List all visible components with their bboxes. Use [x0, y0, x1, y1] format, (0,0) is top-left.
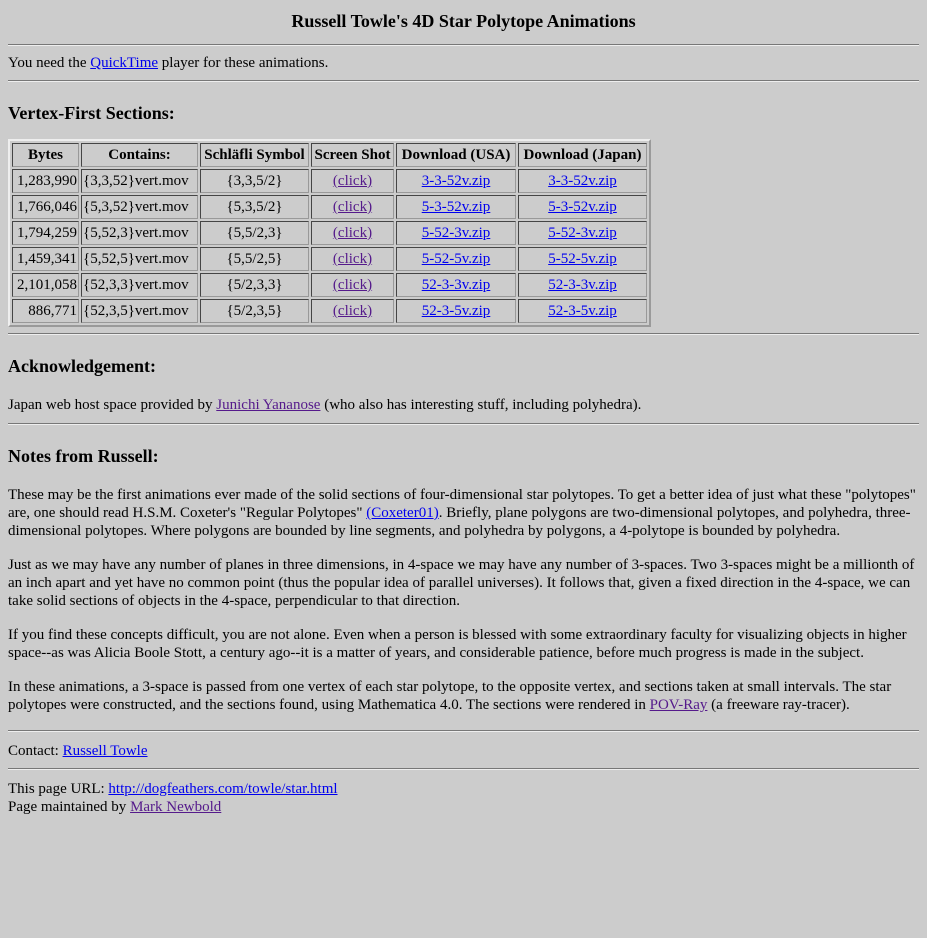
- notes-p4-text: In these animations, a 3-space is passed from one vertex of each star polytope, to the opposite vertex, and sections taken at small intervals. The star polytopes were constructed, and the sections found, using Mathematica 4.0. The sections were rendered in: [8, 679, 892, 713]
- page-url-link[interactable]: http://dogfeathers.com/towle/star.html: [108, 781, 338, 797]
- download-japan-link[interactable]: 52-3-5v.zip: [548, 303, 617, 319]
- cell-contains: {5,3,52}vert.mov: [81, 195, 198, 219]
- acknowledgement-text: [8, 396, 919, 414]
- divider: [8, 333, 919, 335]
- notes-heading: Notes from Russell:: [8, 446, 159, 466]
- russell-towle-link[interactable]: Russell Towle: [62, 743, 148, 759]
- acknowledgement-prefix: Japan web host space provided by: [8, 397, 217, 413]
- col-header-contains: Contains:: [81, 143, 198, 167]
- page-url-line: [8, 780, 919, 798]
- cell-download-japan: [518, 169, 647, 193]
- col-header-bytes: Bytes: [12, 143, 79, 167]
- table-row: [12, 195, 647, 219]
- notes-paragraph-2: Just as we may have any number of planes in three dimensions, in 4-space we may have any number of 3-spaces. Two 3-spaces might be a millionth of an inch apart and yet have no common point (thus the popular idea of parallel universes). It follows that, given a fixed direction in the 4-space, we can take solid sections of objects in the 4-space, perpendicular to that direction.: [8, 557, 915, 609]
- cell-schlafli: {5,3,5/2}: [200, 195, 309, 219]
- col-header-screenshot: Screen Shot: [311, 143, 394, 167]
- cell-download-usa: [396, 169, 516, 193]
- cell-download-japan: [518, 299, 647, 323]
- cell-screenshot: [311, 221, 394, 245]
- vertex-first-heading: Vertex-First Sections:: [8, 103, 175, 123]
- download-japan-link[interactable]: 5-3-52v.zip: [548, 199, 617, 215]
- cell-contains: {5,52,3}vert.mov: [81, 221, 198, 245]
- povray-link[interactable]: POV-Ray: [649, 697, 708, 713]
- divider: [8, 44, 919, 46]
- cell-download-usa: [396, 273, 516, 297]
- notes-p1-text: These may be the first animations ever made of the solid sections of four-dimensional star polytopes. To get a better idea of just what these "polytopes" are, one should read H.S.M. Coxeter's "Regular Polytopes": [8, 487, 916, 521]
- notes-p4-text-after: (a freeware ray-tracer).: [707, 697, 850, 713]
- page-url-label: This page URL:: [8, 781, 109, 797]
- cell-schlafli: {5/2,3,3}: [200, 273, 309, 297]
- cell-bytes: 1,459,341: [12, 247, 79, 271]
- table-header-row: [12, 143, 647, 167]
- cell-contains: {52,3,5}vert.mov: [81, 299, 198, 323]
- cell-download-usa: [396, 247, 516, 271]
- screenshot-link[interactable]: (click): [332, 277, 373, 293]
- contact-label: Contact:: [8, 743, 63, 759]
- cell-bytes: 886,771: [12, 299, 79, 323]
- download-usa-link[interactable]: 52-3-5v.zip: [421, 303, 491, 319]
- junichi-yananose-link[interactable]: Junichi Yananose: [216, 397, 321, 413]
- contact-line: [8, 742, 919, 760]
- table-row: [12, 221, 647, 245]
- cell-screenshot: [311, 299, 394, 323]
- cell-download-usa: [396, 221, 516, 245]
- acknowledgement-heading: Acknowledgement:: [8, 356, 156, 376]
- cell-screenshot: [311, 247, 394, 271]
- col-header-download-usa: Download (USA): [396, 143, 516, 167]
- coxeter-link[interactable]: (Coxeter01): [366, 505, 439, 521]
- table-row: [12, 247, 647, 271]
- quicktime-notice: [8, 54, 919, 72]
- col-header-schlafli: Schläfli Symbol: [200, 143, 309, 167]
- table-row: [12, 169, 647, 193]
- col-header-download-japan: Download (Japan): [518, 143, 647, 167]
- screenshot-link[interactable]: (click): [332, 199, 373, 215]
- cell-download-japan: [518, 195, 647, 219]
- download-japan-link[interactable]: 52-3-3v.zip: [548, 277, 617, 293]
- table-row: [12, 299, 647, 323]
- download-usa-link[interactable]: 5-52-3v.zip: [421, 225, 491, 241]
- maintainer-label: Page maintained by: [8, 799, 131, 815]
- cell-bytes: 1,794,259: [12, 221, 79, 245]
- download-japan-link[interactable]: 5-52-5v.zip: [548, 251, 617, 267]
- download-usa-link[interactable]: 5-3-52v.zip: [421, 199, 491, 215]
- download-usa-link[interactable]: 52-3-3v.zip: [421, 277, 491, 293]
- footer: [8, 780, 919, 816]
- cell-schlafli: {5,5/2,3}: [200, 221, 309, 245]
- download-usa-link[interactable]: 3-3-52v.zip: [421, 173, 491, 189]
- divider: [8, 730, 919, 732]
- divider: [8, 423, 919, 425]
- cell-download-japan: [518, 247, 647, 271]
- screenshot-link[interactable]: (click): [332, 225, 373, 241]
- cell-bytes: 2,101,058: [12, 273, 79, 297]
- cell-contains: {52,3,3}vert.mov: [81, 273, 198, 297]
- cell-screenshot: [311, 273, 394, 297]
- cell-schlafli: {3,3,5/2}: [200, 169, 309, 193]
- cell-bytes: 1,766,046: [12, 195, 79, 219]
- cell-bytes: 1,283,990: [12, 169, 79, 193]
- cell-schlafli: {5,5/2,5}: [200, 247, 309, 271]
- download-japan-link[interactable]: 3-3-52v.zip: [548, 173, 617, 189]
- divider: [8, 768, 919, 770]
- mark-newbold-link[interactable]: Mark Newbold: [130, 799, 222, 815]
- notes-p1-text-after: . Briefly, plane polygons are two-dimensional polytopes, and polyhedra, three-dimensional polytopes. Where polygons are bounded by line segments, and polyhedra by polygons, a 4-polytope is bounded by polyhedra.: [8, 505, 911, 539]
- notes-paragraph-1: [8, 486, 919, 540]
- download-japan-link[interactable]: 5-52-3v.zip: [548, 225, 617, 241]
- cell-contains: {3,3,52}vert.mov: [81, 169, 198, 193]
- cell-download-usa: [396, 299, 516, 323]
- quicktime-suffix: player for these animations.: [158, 55, 329, 71]
- cell-screenshot: [311, 195, 394, 219]
- notes-paragraph-3: If you find these concepts difficult, you are not alone. Even when a person is blessed with some extraordinary faculty for visualizing objects in higher space--as was Alicia Boole Stott, a century ago--it is a matter of years, and considerable patience, before much progress is made in the subject.: [8, 627, 907, 661]
- maintainer-line: [8, 798, 919, 816]
- download-usa-link[interactable]: 5-52-5v.zip: [421, 251, 491, 267]
- quicktime-prefix: You need the: [8, 55, 91, 71]
- cell-contains: {5,52,5}vert.mov: [81, 247, 198, 271]
- animations-table: [8, 139, 651, 327]
- divider: [8, 80, 919, 82]
- screenshot-link[interactable]: (click): [332, 251, 373, 267]
- notes-paragraph-4: [8, 678, 919, 714]
- cell-download-usa: [396, 195, 516, 219]
- screenshot-link[interactable]: (click): [332, 173, 373, 189]
- screenshot-link[interactable]: (click): [332, 303, 373, 319]
- table-row: [12, 273, 647, 297]
- quicktime-link[interactable]: QuickTime: [90, 55, 159, 71]
- page-title: Russell Towle's 4D Star Polytope Animations: [291, 11, 636, 31]
- cell-screenshot: [311, 169, 394, 193]
- acknowledgement-suffix: (who also has interesting stuff, including polyhedra).: [320, 397, 642, 413]
- cell-schlafli: {5/2,3,5}: [200, 299, 309, 323]
- cell-download-japan: [518, 221, 647, 245]
- cell-download-japan: [518, 273, 647, 297]
